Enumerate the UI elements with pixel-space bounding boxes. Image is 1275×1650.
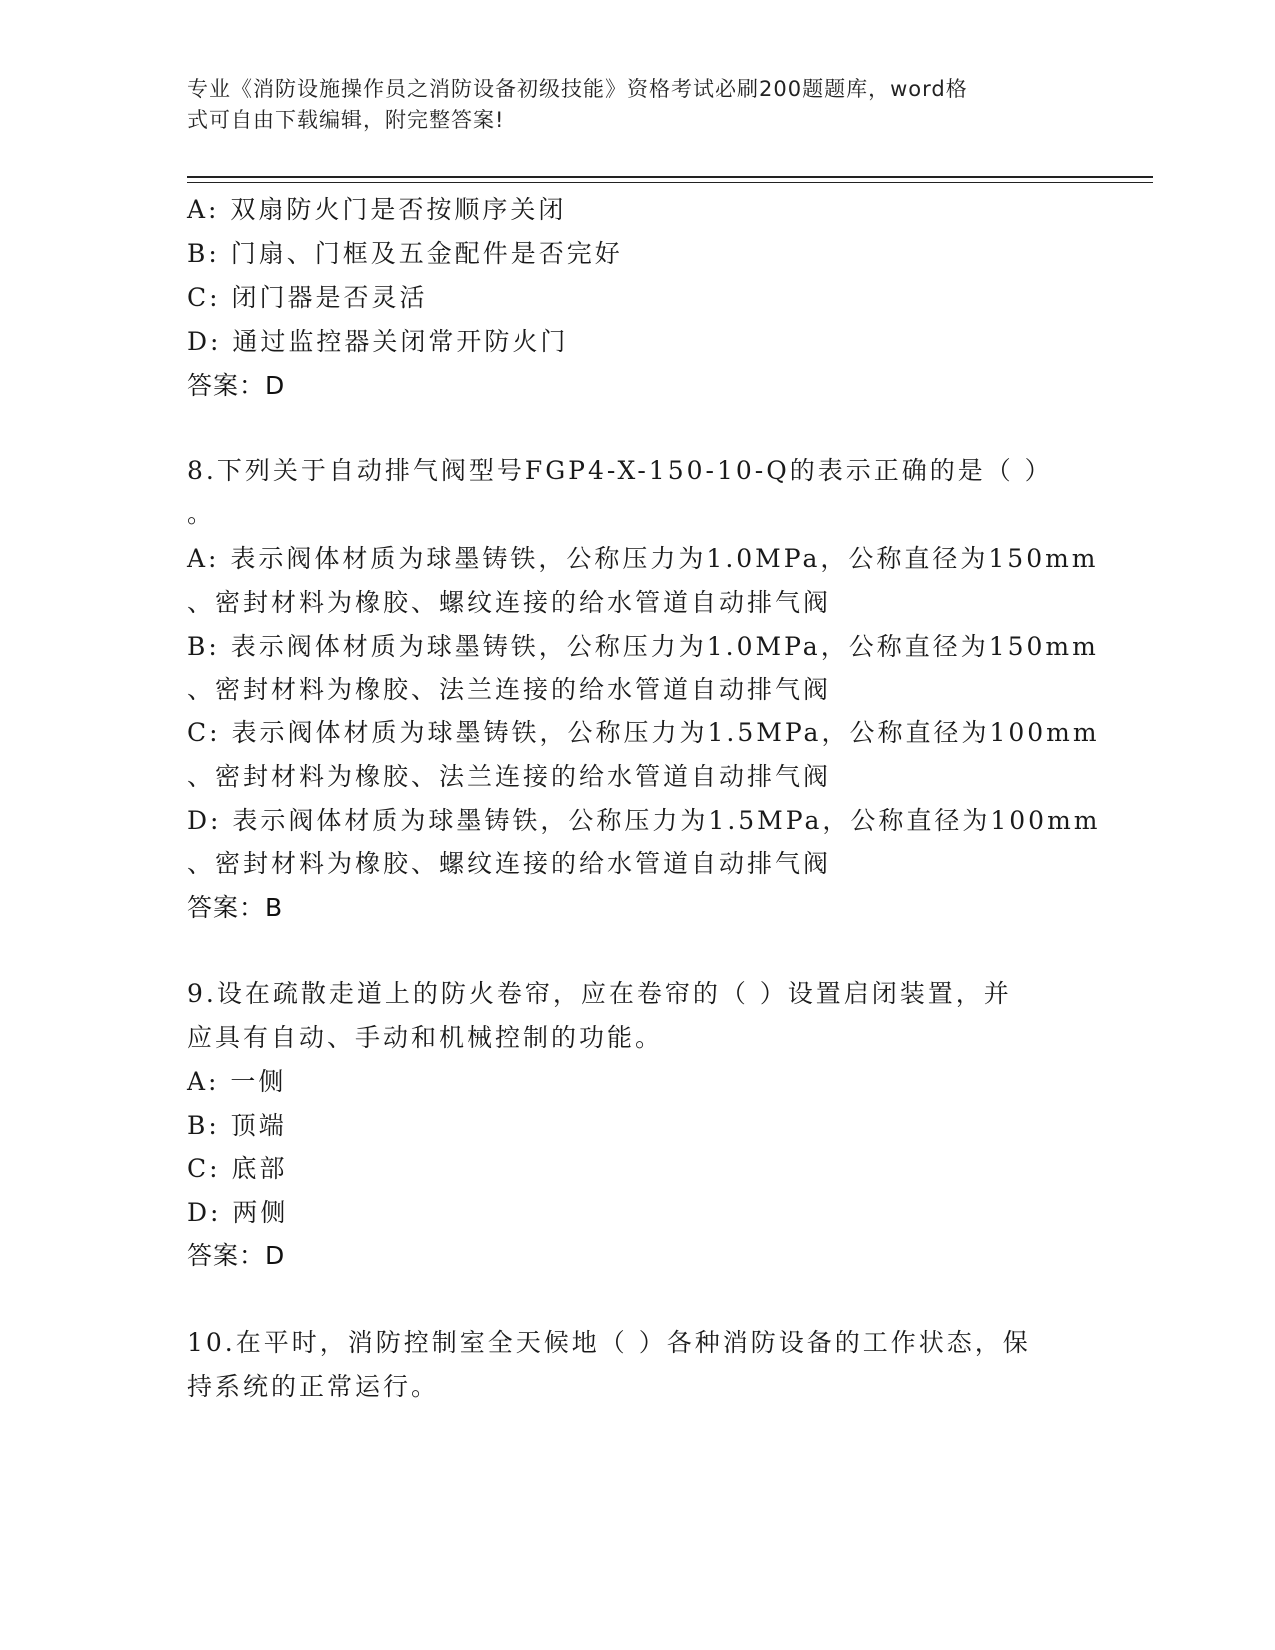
q9-stem-line-1: 9.设在疏散走道上的防火卷帘，应在卷帘的（ ）设置启闭装置，并 xyxy=(187,979,1012,1008)
q8-option-c-line-2: 、密封材料为橡胶、法兰连接的给水管道自动排气阀 xyxy=(187,762,832,791)
q8-option-a-line-2: 、密封材料为橡胶、螺纹连接的给水管道自动排气阀 xyxy=(187,588,832,617)
header-rule-thin xyxy=(187,182,1153,183)
q8-option-b-line-2: 、密封材料为橡胶、法兰连接的给水管道自动排气阀 xyxy=(187,675,832,704)
q8-option-d-line-2: 、密封材料为橡胶、螺纹连接的给水管道自动排气阀 xyxy=(187,849,832,878)
q9-option-a: A: 一侧 xyxy=(187,1067,287,1096)
q8-stem-line-2: 。 xyxy=(187,499,216,528)
document-header xyxy=(187,74,1087,136)
q10-stem-line-2: 持系统的正常运行。 xyxy=(187,1372,440,1401)
q9-option-d: D: 两侧 xyxy=(187,1198,289,1227)
q8-option-a-line-1: A: 表示阀体材质为球墨铸铁，公称压力为1.0MPa，公称直径为150mm xyxy=(187,544,1099,573)
q10-stem-line-1: 10.在平时，消防控制室全天候地（ ）各种消防设备的工作状态，保 xyxy=(187,1328,1031,1357)
q9-answer: 答案：D xyxy=(187,1241,286,1270)
q7-option-b: B: 门扇、门框及五金配件是否完好 xyxy=(187,239,623,268)
header-line-1: 专业《消防设施操作员之消防设备初级技能》资格考试必刷200题题库，word格 xyxy=(187,77,968,101)
q8-option-c-line-1: C: 表示阀体材质为球墨铸铁，公称压力为1.5MPa，公称直径为100mm xyxy=(187,718,1100,747)
q9-option-c: C: 底部 xyxy=(187,1154,288,1183)
q7-option-a: A: 双扇防火门是否按顺序关闭 xyxy=(187,195,567,224)
header-line-2: 式可自由下载编辑，附完整答案! xyxy=(187,108,505,132)
q8-answer: 答案：B xyxy=(187,893,284,922)
q8-option-d-line-1: D: 表示阀体材质为球墨铸铁，公称压力为1.5MPa，公称直径为100mm xyxy=(187,806,1101,835)
q9-option-b: B: 顶端 xyxy=(187,1111,287,1140)
q8-stem-line-1: 8.下列关于自动排气阀型号FGP4-X-150-10-Q的表示正确的是（ ） xyxy=(187,456,1053,485)
q7-answer: 答案：D xyxy=(187,371,286,400)
q7-option-d: D: 通过监控器关闭常开防火门 xyxy=(187,327,569,356)
q8-option-b-line-1: B: 表示阀体材质为球墨铸铁，公称压力为1.0MPa，公称直径为150mm xyxy=(187,632,1099,661)
q9-stem-line-2: 应具有自动、手动和机械控制的功能。 xyxy=(187,1023,664,1052)
header-rule-thick xyxy=(187,176,1153,178)
q7-option-c: C: 闭门器是否灵活 xyxy=(187,283,428,312)
